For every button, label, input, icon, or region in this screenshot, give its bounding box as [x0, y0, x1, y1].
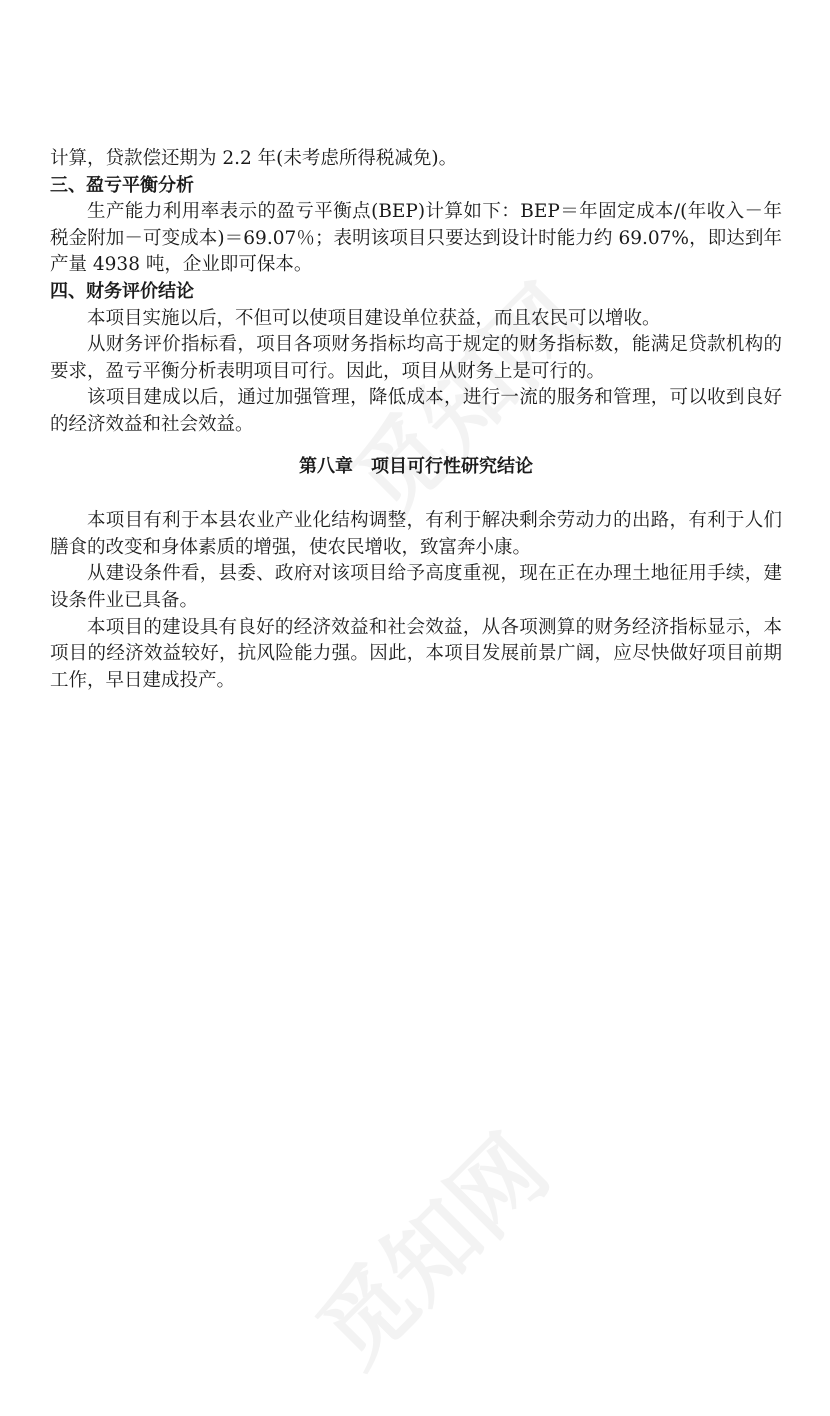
document-page: [50, 146, 782, 694]
paragraph: 从财务评价指标看，项目各项财务指标均高于规定的财务指标数，能满足贷款机构的要求，盈亏平衡分析表明项目可行。因此，项目从财务上是可行的。: [50, 334, 782, 382]
chapter-title: 第八章 项目可行性研究结论: [299, 455, 533, 477]
paragraph: 该项目建成以后，通过加强管理，降低成本，进行一流的服务和管理，可以收到良好的经济效益和社会效益。: [50, 387, 782, 435]
continuation-paragraph: 计算，贷款偿还期为 2.2 年(未考虑所得税减免)。: [50, 148, 458, 169]
paragraph: 本项目的建设具有良好的经济效益和社会效益，从各项测算的财务经济指标显示，本项目的经济效益较好，抗风险能力强。因此，本项目发展前景广阔，应尽快做好项目前期工作，早日建成投产。: [50, 616, 782, 691]
watermark: [284, 1102, 573, 1391]
paragraph: 生产能力利用率表示的盈亏平衡点(BEP)计算如下：BEP＝年固定成本/(年收入－年税金附加－可变成本)＝69.07％；表明该项目只要达到设计时能力约 69.07%，即达到年产量 4938 吨，企业即可保本。: [50, 201, 782, 276]
paragraph: 本项目实施以后，不但可以使项目建设单位获益，而且农民可以增收。: [87, 307, 661, 329]
paragraph: 本项目有利于本县农业产业化结构调整，有利于解决剩余劳动力的出路，有利于人们膳食的改变和身体素质的增强，使农民增收，致富奔小康。: [50, 510, 782, 558]
section-heading-financial-conclusion: 四、财务评价结论: [50, 280, 194, 302]
paragraph: 从建设条件看，县委、政府对该项目给予高度重视，现在正在办理土地征用手续，建设条件业已具备。: [50, 563, 782, 611]
section-heading-breakeven: 三、盈亏平衡分析: [50, 174, 194, 196]
